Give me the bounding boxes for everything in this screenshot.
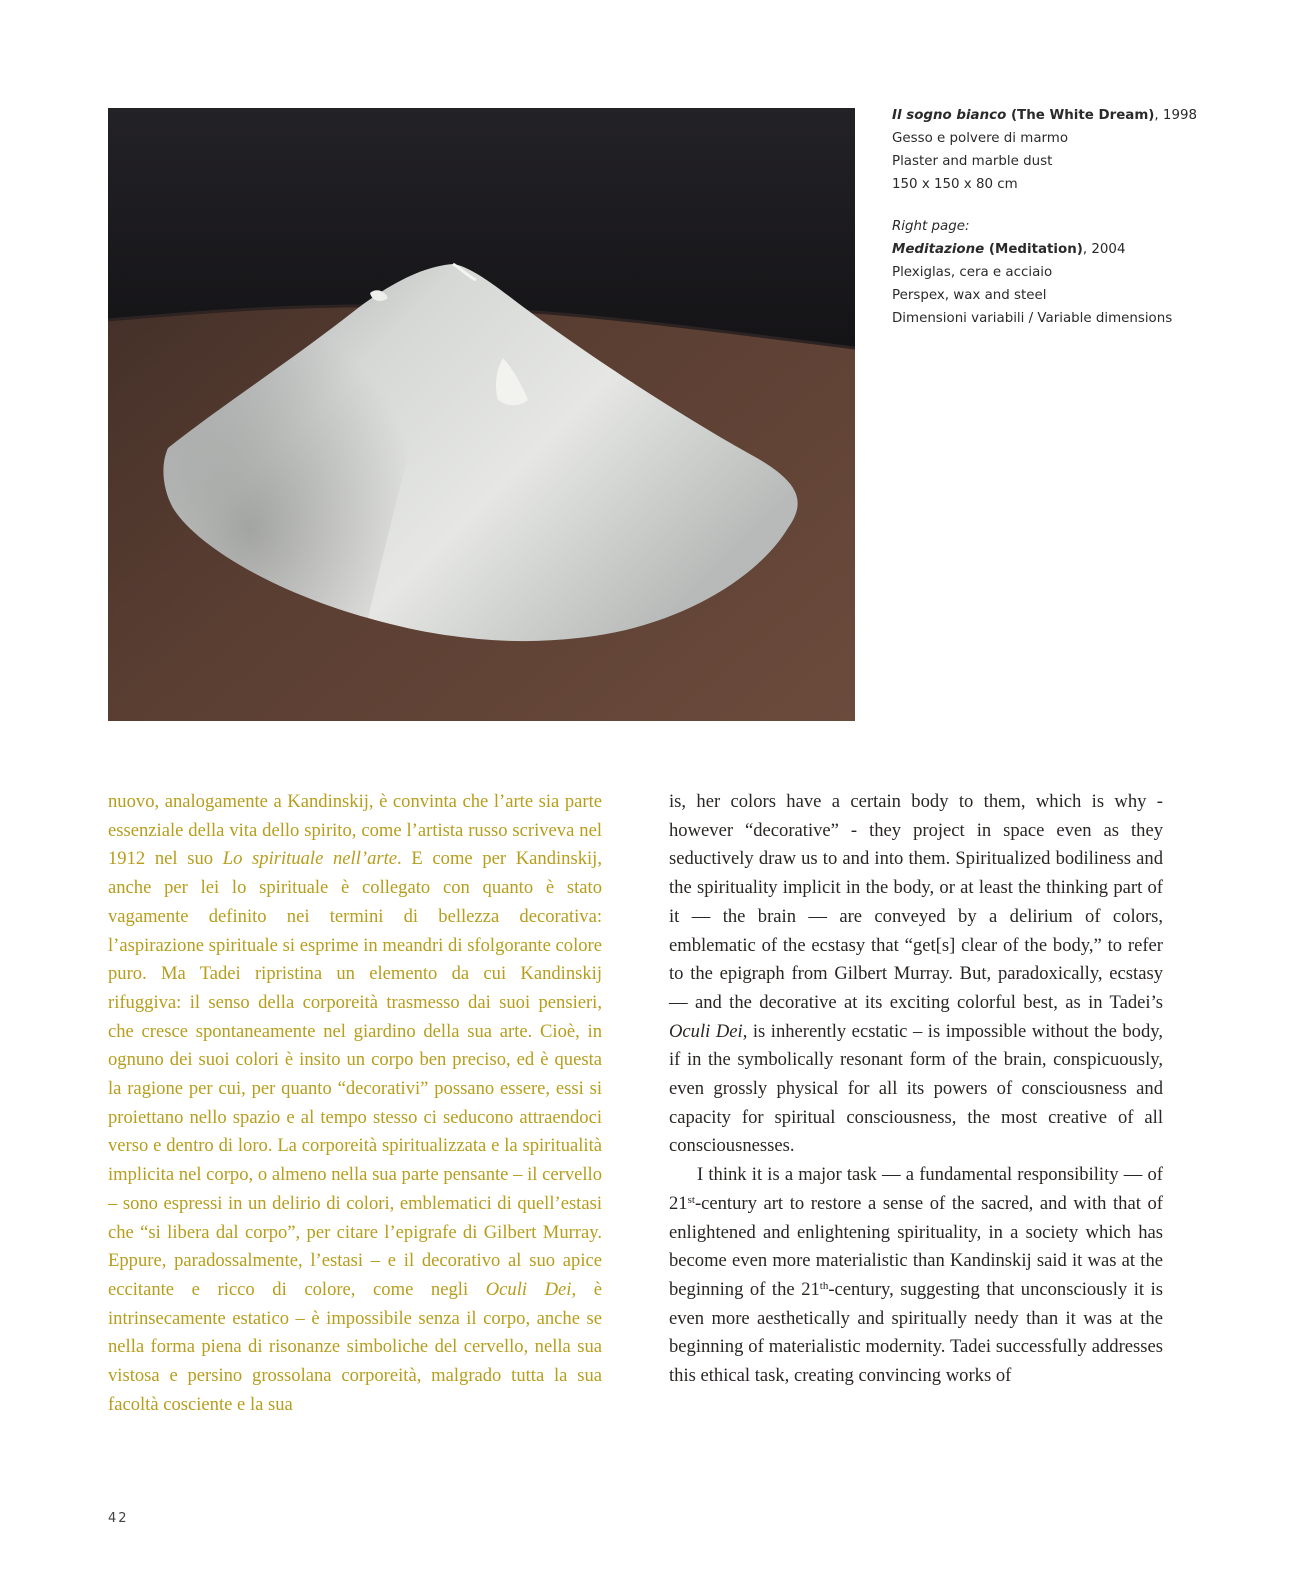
- caption-work1-year: , 1998: [1154, 108, 1198, 123]
- caption-work1-title-line: [892, 104, 1292, 127]
- book-title: Lo spirituale nell’arte: [222, 848, 398, 870]
- caption-work2-title-line: [892, 238, 1292, 261]
- english-paragraph-2: I think it is a major task — a fundamental responsibility — of 21st-century art to restore a sense of the sacred, and with that of enlightened and enlightening spirituality, in a society which has become even more materialistic than Kandinskij said it was at the beginning of the 21th-century, suggesting that unconsciously it is even more aesthetically and spiritually needy than it was at the beginning of materialistic modernity. Tadei successfully addresses this ethical task, creating convincing works of: [669, 1164, 1163, 1387]
- caption-work2-title-it: Meditazione: [892, 242, 985, 257]
- caption-work2-material-it: Plexiglas, cera e acciaio: [892, 265, 1053, 280]
- caption-work1-dimensions: 150 x 150 x 80 cm: [892, 177, 1018, 192]
- caption-work2-year: , 2004: [1082, 242, 1126, 257]
- italian-paragraph: nuovo, analogamente a Kandinskij, è convinta che l’arte sia parte essenziale della vita dello spirito, come l’artista russo scriveva nel 1912 nel suo Lo spirituale nell’arte. E come per Kandinskij, anche per lei lo spirituale è collegato con quanto è stato vagamente definito nei termini di bellezza decorativa: l’aspirazione spirituale si esprime in meandri di sfolgorante colore puro. Ma Tadei ripristina un elemento da cui Kandinskij rifuggiva: il senso della corporeità trasmesso dai suoi pensieri, che cresce spontaneamente nel giardino della sua arte. Cioè, in ognuno dei suoi colori è insito un corpo ben preciso, ed è questa la ragione per cui, per quanto “decorativi” possano essere, essi si proiettano nello spazio e al tempo stesso ci seducono attraendoci verso e dentro di loro. La corporeità spiritualizzata e la spiritualità implicita nel corpo, o almeno nella sua parte pensante – il cervello – sono espressi in un delirio di colori, emblematici di quell’estasi che “si libera dal corpo”, per citare l’epigrafe di Gilbert Murray. Eppure, paradossalmente, l’estasi – e il decorativo al suo apice eccitante e ricco di colore, come negli Oculi Dei, è intrinsecamente estatico – è impossibile senza il corpo, anche se nella forma piena di risonanze simboliche del cervello, nella sua vistosa e persino grossolana corporeità, malgrado tutta la sua facoltà cosciente e la sua: [108, 791, 602, 1415]
- artwork-caption: [892, 104, 1292, 330]
- caption-work1-material-it: Gesso e polvere di marmo: [892, 131, 1069, 146]
- caption-right-page-label: Right page:: [892, 219, 970, 234]
- caption-work2-title-en: (Meditation): [988, 242, 1083, 257]
- caption-work2-dimensions: Dimensioni variabili / Variable dimensions: [892, 311, 1173, 326]
- page-number: 42: [108, 1511, 129, 1526]
- italian-text-column: [108, 788, 602, 1419]
- caption-work1-title-en: (The White Dream): [1010, 108, 1155, 123]
- caption-work2-material-en: Perspex, wax and steel: [892, 288, 1047, 303]
- english-text-column: [669, 788, 1163, 1391]
- artwork-photo-il-sogno-bianco: [108, 108, 855, 721]
- work-title-oculi-dei: Oculi Dei: [669, 1020, 743, 1042]
- english-paragraph-1: is, her colors have a certain body to them, which is why - however “decorative” - they project in space even as they seductively draw us to and into them. Spiritualized bodiliness and the spirituality implicit in the body, or at least the thinking part of it — the brain — are conveyed by a delirium of colors, emblematic of the ecstasy that “get[s] clear of the body,” to refer to the epigraph from Gilbert Murray. But, paradoxically, ecstasy — and the decorative at its exciting colorful best, as in Tadei’s Oculi Dei, is inherently ecstatic – is impossible without the body, if in the symbolically resonant form of the brain, conspicuously, even grossly physical for all its powers of consciousness and capacity for spiritual consciousness, the most creative of all consciousnesses.: [669, 791, 1163, 1157]
- work-title-oculi-dei: Oculi Dei: [485, 1278, 572, 1300]
- caption-work1-title-it: Il sogno bianco: [892, 108, 1007, 123]
- caption-work1-material-en: Plaster and marble dust: [892, 154, 1053, 169]
